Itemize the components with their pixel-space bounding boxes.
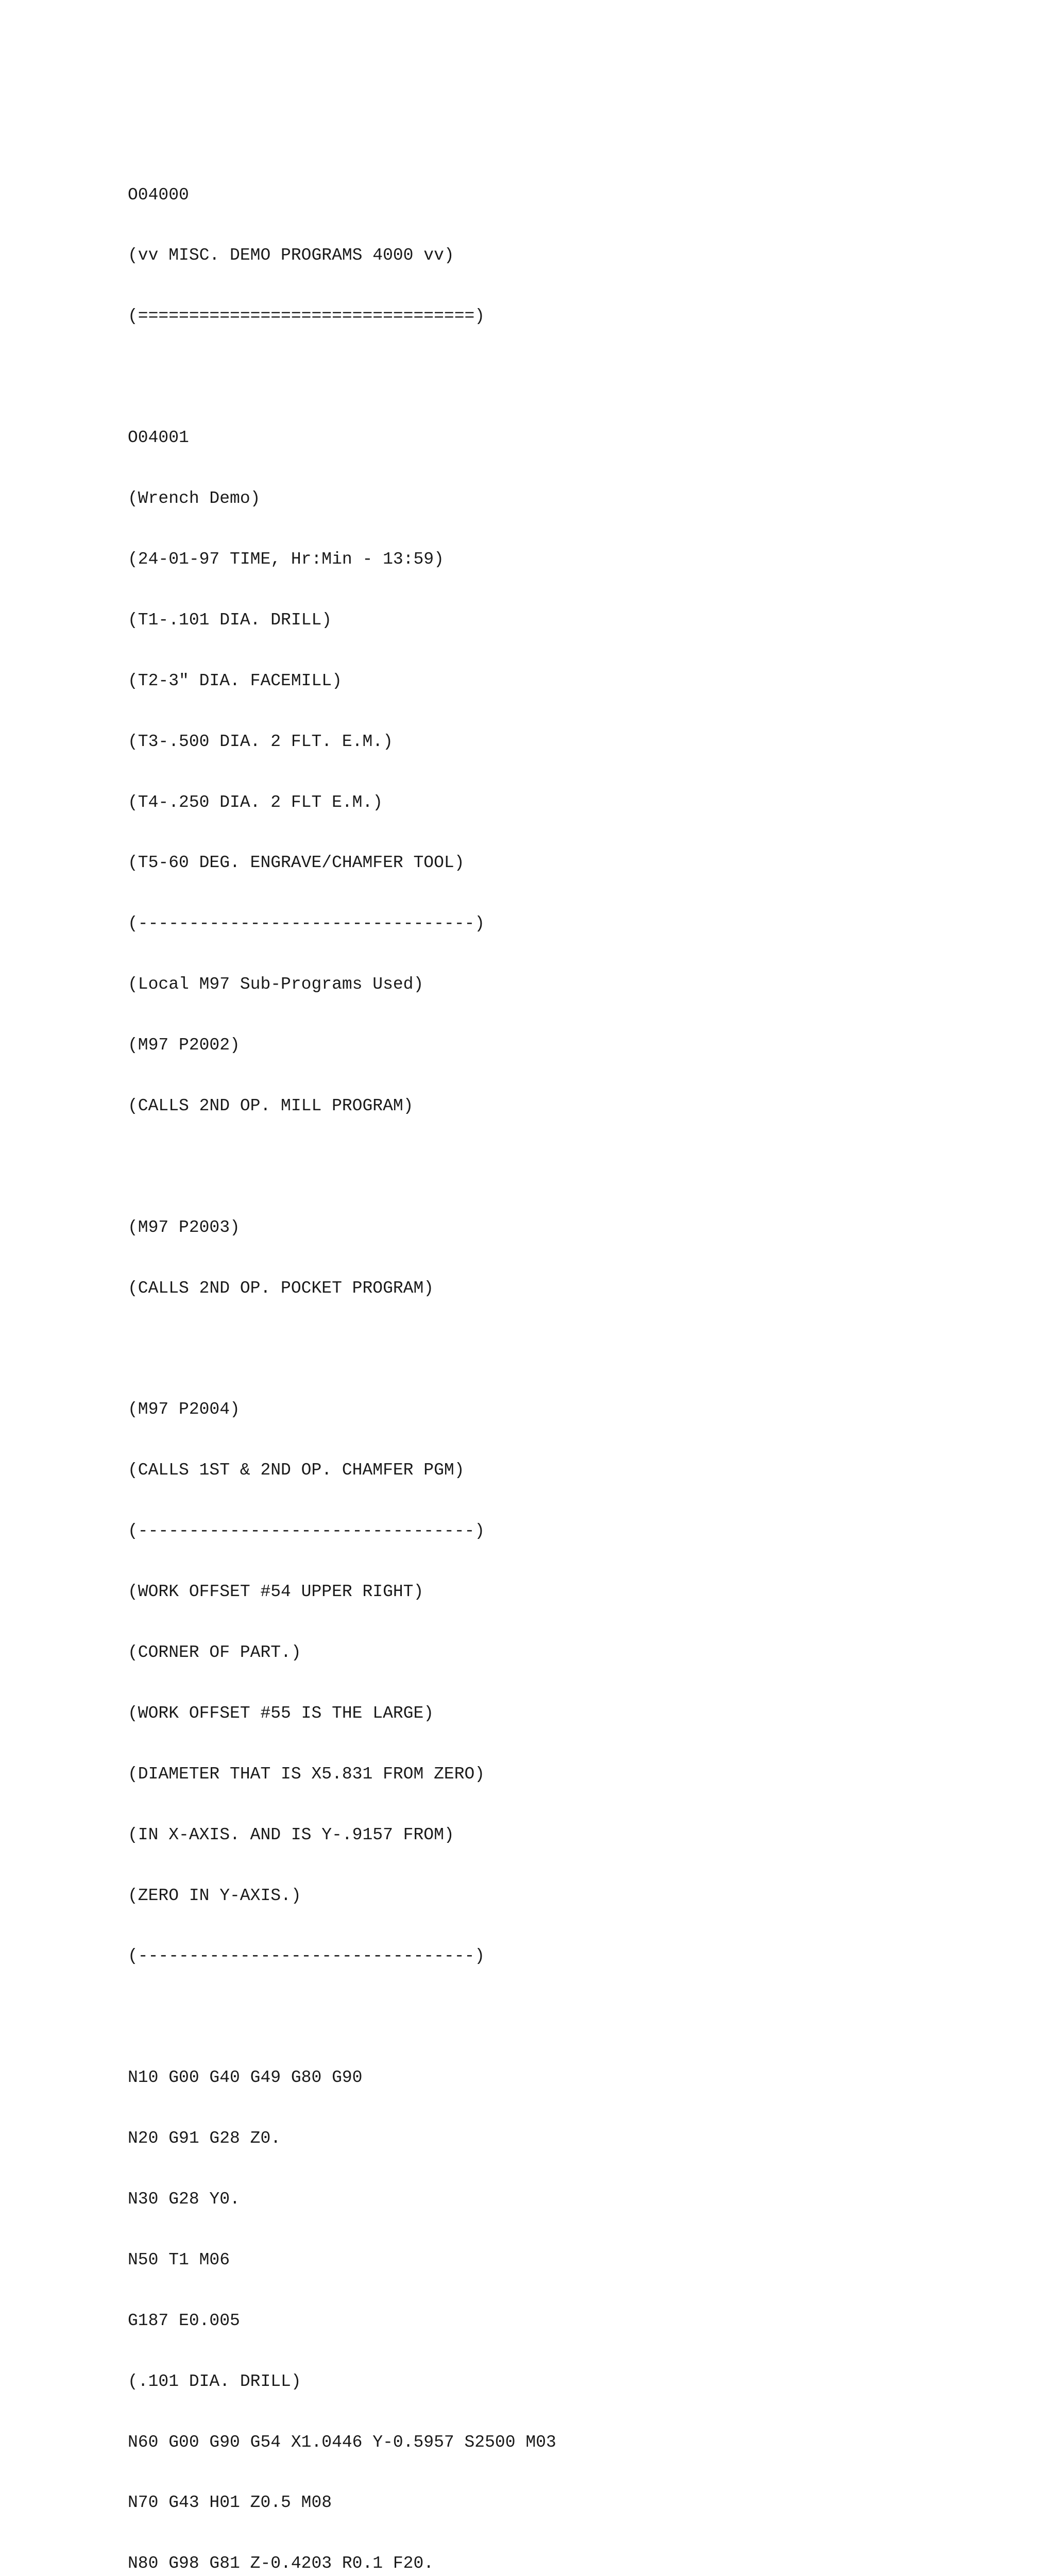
code-line: O04001 <box>128 428 189 448</box>
code-line: (---------------------------------) <box>128 1521 485 1541</box>
code-line: N50 T1 M06 <box>128 2250 230 2269</box>
code-line: (---------------------------------) <box>128 1946 485 1966</box>
code-line: (DIAMETER THAT IS X5.831 FROM ZERO) <box>128 1764 485 1784</box>
code-line: (T5-60 DEG. ENGRAVE/CHAMFER TOOL) <box>128 853 465 873</box>
code-line: (Wrench Demo) <box>128 489 261 509</box>
code-line: (M97 P2002) <box>128 1036 240 1055</box>
code-line: N30 G28 Y0. <box>128 2189 240 2209</box>
code-line: (=================================) <box>128 307 485 326</box>
blank-line <box>128 1157 556 1177</box>
code-line: N60 G00 G90 G54 X1.0446 Y-0.5957 S2500 M03 <box>128 2432 556 2452</box>
code-line: (T4-.250 DIA. 2 FLT E.M.) <box>128 792 383 812</box>
blank-line <box>128 367 556 387</box>
code-line: (M97 P2004) <box>128 1400 240 1419</box>
blank-line <box>128 1339 556 1359</box>
code-line: (M97 P2003) <box>128 1217 240 1237</box>
code-line: (WORK OFFSET #54 UPPER RIGHT) <box>128 1582 424 1602</box>
code-line: N20 G91 G28 Z0. <box>128 2129 281 2148</box>
code-line: (vv MISC. DEMO PROGRAMS 4000 vv) <box>128 246 454 265</box>
code-line: (Local M97 Sub-Programs Used) <box>128 975 424 994</box>
code-line: (CALLS 2ND OP. POCKET PROGRAM) <box>128 1278 434 1298</box>
code-line: N70 G43 H01 Z0.5 M08 <box>128 2493 332 2513</box>
code-line: G187 E0.005 <box>128 2311 240 2330</box>
code-line: (WORK OFFSET #55 IS THE LARGE) <box>128 1703 434 1723</box>
code-line: (CALLS 2ND OP. MILL PROGRAM) <box>128 1096 414 1115</box>
code-line: (CORNER OF PART.) <box>128 1642 301 1662</box>
code-line: (ZERO IN Y-AXIS.) <box>128 1886 301 1905</box>
code-line: (IN X-AXIS. AND IS Y-.9157 FROM) <box>128 1825 454 1844</box>
cnc-program-listing <box>128 144 556 2576</box>
code-line: N10 G00 G40 G49 G80 G90 <box>128 2068 363 2088</box>
blank-line <box>128 2007 556 2027</box>
code-line: O04000 <box>128 185 189 205</box>
code-line: (.101 DIA. DRILL) <box>128 2371 301 2391</box>
code-line: (T1-.101 DIA. DRILL) <box>128 610 332 630</box>
code-line: (T3-.500 DIA. 2 FLT. E.M.) <box>128 732 393 751</box>
code-line: (---------------------------------) <box>128 914 485 934</box>
code-line: N80 G98 G81 Z-0.4203 R0.1 F20. <box>128 2554 434 2573</box>
code-line: (T2-3" DIA. FACEMILL) <box>128 671 342 690</box>
code-line: (CALLS 1ST & 2ND OP. CHAMFER PGM) <box>128 1461 465 1480</box>
code-line: (24-01-97 TIME, Hr:Min - 13:59) <box>128 549 444 569</box>
